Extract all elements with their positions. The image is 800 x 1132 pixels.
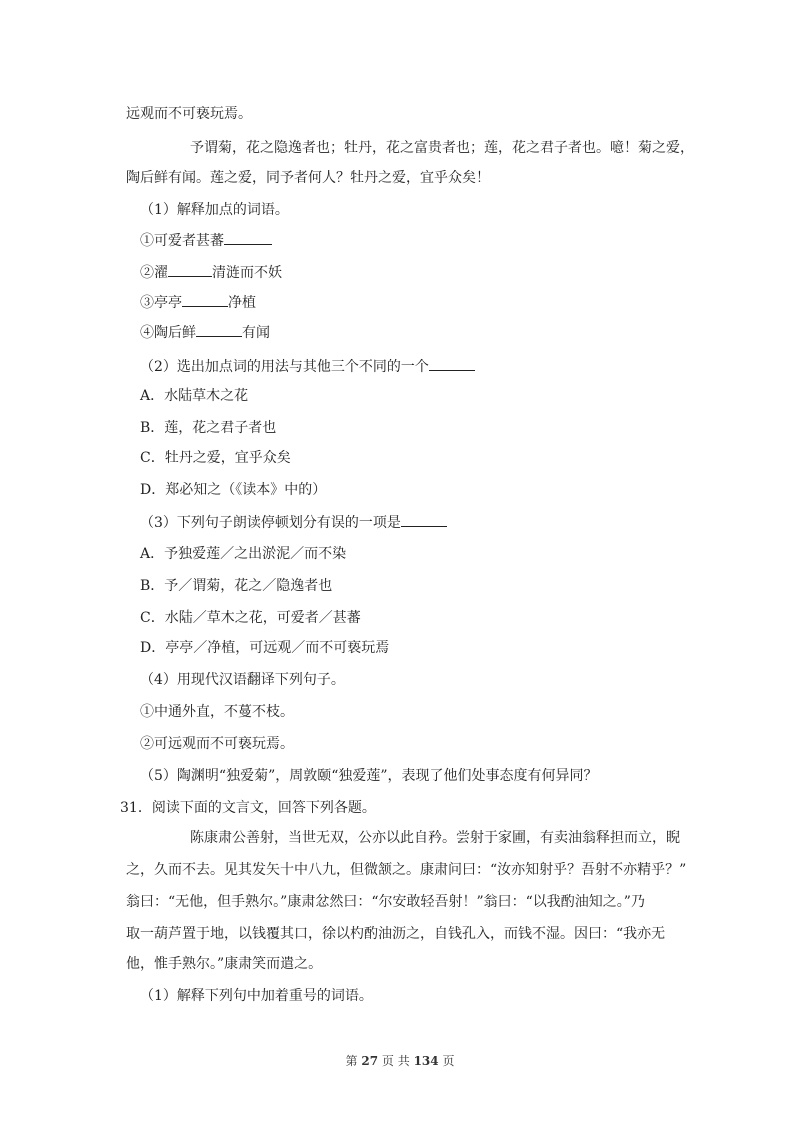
option-c: C．水陆／草木之花，可爱者／甚蕃 [140, 610, 361, 626]
vocab-item: ①可爱者甚蕃 [140, 230, 272, 251]
question-title: （3）下列句子朗读停顿划分有误的一项是 [140, 512, 447, 533]
passage-line: 陶后鲜有闻。莲之爱，同予者何人？牡丹之爱，宜乎众矣！ [126, 170, 490, 186]
answer-blank[interactable] [401, 512, 447, 527]
passage-line: 他，惟手熟尔。”康肃笑而遣之。 [126, 956, 323, 972]
passage-line: 远观而不可亵玩焉。 [126, 106, 252, 122]
option-b: B．予／谓菊，花之／隐逸者也 [140, 578, 333, 594]
translate-item: ①中通外直，不蔓不枝。 [140, 704, 294, 720]
passage-line: 之，久而不去。见其发矢十中八九，但微颔之。康肃问曰：“汝亦知射乎？吾射不亦精乎？” [126, 862, 687, 878]
option-d: D．郑必知之（《读本》中的） [140, 482, 327, 498]
translate-item: ②可远观而不可亵玩焉。 [140, 736, 294, 752]
vocab-item: ④陶后鲜 有闻 [140, 322, 270, 343]
option-a: A．水陆草木之花 [140, 388, 249, 404]
question-title: （5）陶渊明“独爱菊”，周敦颐“独爱莲”，表现了他们处事态度有何异同？ [140, 768, 598, 784]
page-footer: 第 27 页 共 134 页 [345, 1054, 455, 1068]
passage-line: 翁曰：“无他，但手熟尔。”康肃忿然曰：“尔安敢轻吾射！”翁曰：“以我酌油知之。”乃 [126, 894, 645, 910]
question-number-title: 31．阅读下面的文言文，回答下列各题。 [120, 800, 376, 816]
answer-blank[interactable] [429, 356, 475, 371]
passage-line: 陈康肃公善射，当世无双，公亦以此自矜。尝射于家圃，有卖油翁释担而立，睨 [190, 830, 680, 846]
page-total: 134 [413, 1054, 439, 1068]
option-b: B．莲，花之君子者也 [140, 420, 277, 436]
page-number: 27 [361, 1054, 379, 1068]
answer-blank[interactable] [196, 322, 242, 337]
vocab-item: ②濯 清涟而不妖 [140, 262, 282, 283]
answer-blank[interactable] [224, 230, 272, 245]
passage-line: 取一葫芦置于地，以钱覆其口，徐以杓酌油沥之，自钱孔入，而钱不湿。因曰：“我亦无 [126, 926, 666, 942]
passage-line: 予谓菊，花之隐逸者也；牡丹，花之富贵者也；莲，花之君子者也。噫！菊之爱， [190, 140, 694, 156]
question-title: （1）解释加点的词语。 [140, 202, 289, 218]
question-title: （4）用现代汉语翻译下列句子。 [140, 672, 345, 688]
option-c: C．牡丹之爱，宜乎众矣 [140, 450, 291, 466]
option-d: D．亭亭／净植，可远观／而不可亵玩焉 [140, 640, 390, 656]
question-title: （1）解释下列句中加着重号的词语。 [140, 988, 373, 1004]
vocab-item: ③亭亭 净植 [140, 292, 256, 313]
answer-blank[interactable] [168, 262, 212, 277]
question-title: （2）选出加点词的用法与其他三个不同的一个 [140, 356, 475, 377]
answer-blank[interactable] [182, 292, 228, 307]
option-a: A．予独爱莲／之出淤泥／而不染 [140, 546, 347, 562]
